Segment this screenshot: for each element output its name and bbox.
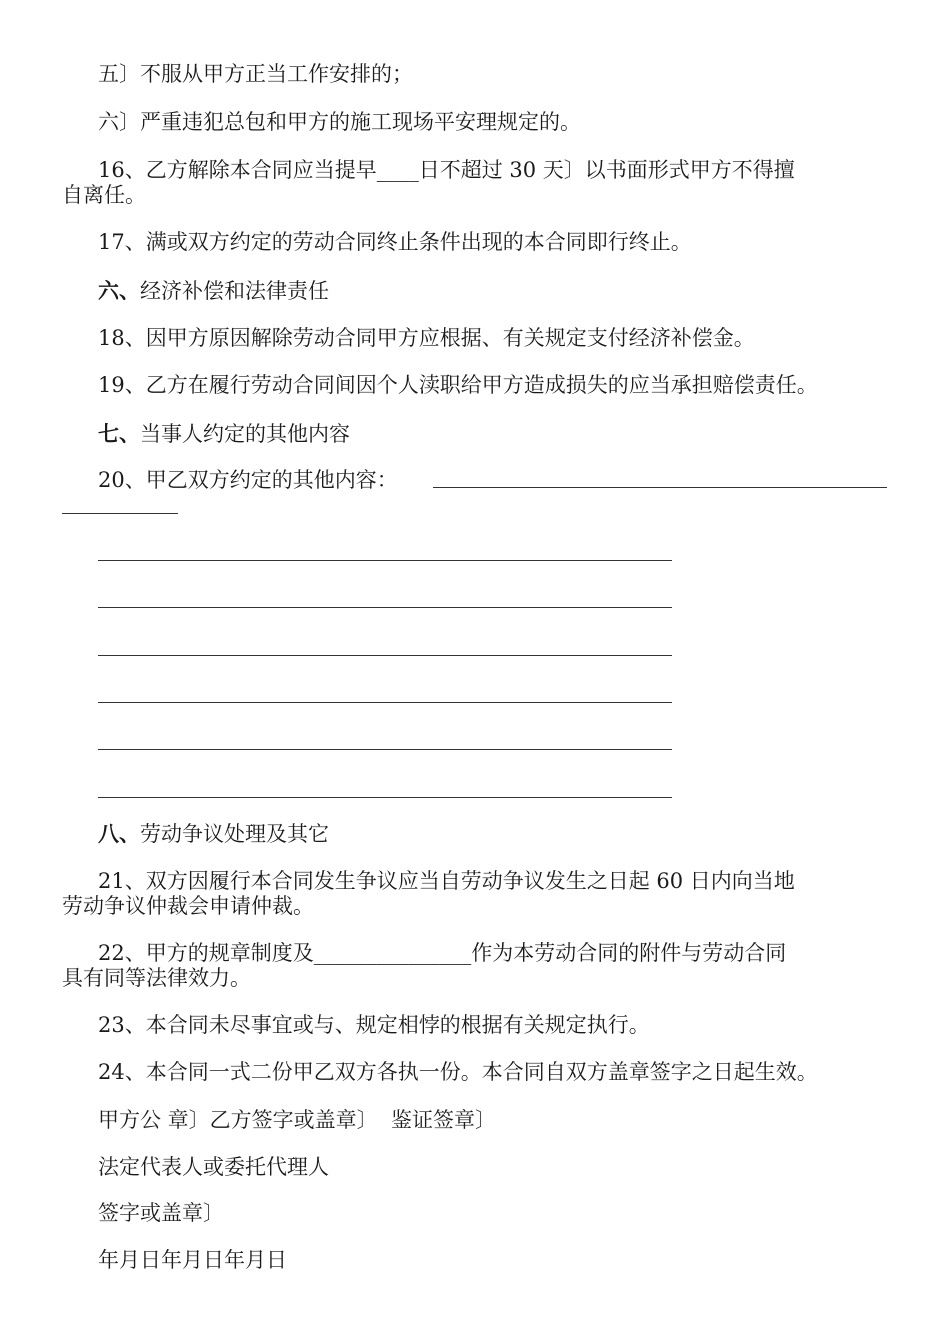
blank-line-1 — [98, 560, 672, 561]
article-20-blank-line — [433, 487, 887, 488]
article-22-line1: 22、甲方的规章制度及_______________作为本劳动合同的附件与劳动合同 — [98, 941, 787, 965]
date-row: 年月日年月日年月日 — [98, 1248, 287, 1272]
sign-or-seal-label: 签字或盖章〕 — [98, 1201, 224, 1225]
article-19: 19、乙方在履行劳动合同间因个人渎职给甲方造成损失的应当承担赔偿责任。 — [98, 373, 818, 397]
blank-line-6 — [98, 797, 672, 798]
article-21-line2: 劳动争议仲裁会申请仲裁。 — [62, 894, 314, 918]
blank-line-3 — [98, 655, 672, 656]
article-22-line2: 具有同等法律效力。 — [62, 966, 251, 990]
article-16-line1: 16、乙方解除本合同应当提早____日不超过 30 天〕以书面形式甲方不得擅 — [98, 158, 795, 182]
article-23: 23、本合同未尽事宜或与、规定相悖的根据有关规定执行。 — [98, 1013, 650, 1037]
legal-representative-label: 法定代表人或委托代理人 — [98, 1155, 329, 1179]
article-24: 24、本合同一式二份甲乙双方各执一份。本合同自双方盖章签字之日起生效。 — [98, 1060, 818, 1084]
article-20: 20、甲乙双方约定的其他内容： — [98, 468, 398, 492]
blank-line-2 — [98, 607, 672, 608]
clause-6: 六〕严重违犯总包和甲方的施工现场平安理规定的。 — [98, 110, 581, 134]
article-21-line1: 21、双方因履行本合同发生争议应当自劳动争议发生之日起 60 日内向当地 — [98, 869, 795, 893]
section-8-heading — [98, 821, 329, 847]
section-8-title: 劳动争议处理及其它 — [140, 822, 329, 846]
section-6-heading — [98, 278, 329, 304]
blank-line-5 — [98, 749, 672, 750]
signature-row: 甲方公 章〕乙方签字或盖章〕 鉴证签章〕 — [98, 1108, 497, 1132]
article-18: 18、因甲方原因解除劳动合同甲方应根据、有关规定支付经济补偿金。 — [98, 326, 755, 350]
article-17: 17、满或双方约定的劳动合同终止条件出现的本合同即行终止。 — [98, 230, 692, 254]
section-7-title: 当事人约定的其他内容 — [140, 422, 350, 446]
article-20-blank-continuation — [62, 513, 178, 514]
section-6-number: 六、 — [98, 278, 140, 303]
clause-5: 五〕不服从甲方正当工作安排的； — [98, 62, 413, 86]
blank-line-4 — [98, 702, 672, 703]
section-8-number: 八、 — [98, 821, 140, 846]
section-6-title: 经济补偿和法律责任 — [140, 279, 329, 303]
article-16-line2: 自离任。 — [62, 183, 146, 207]
section-7-number: 七、 — [98, 421, 140, 446]
section-7-heading — [98, 421, 350, 447]
